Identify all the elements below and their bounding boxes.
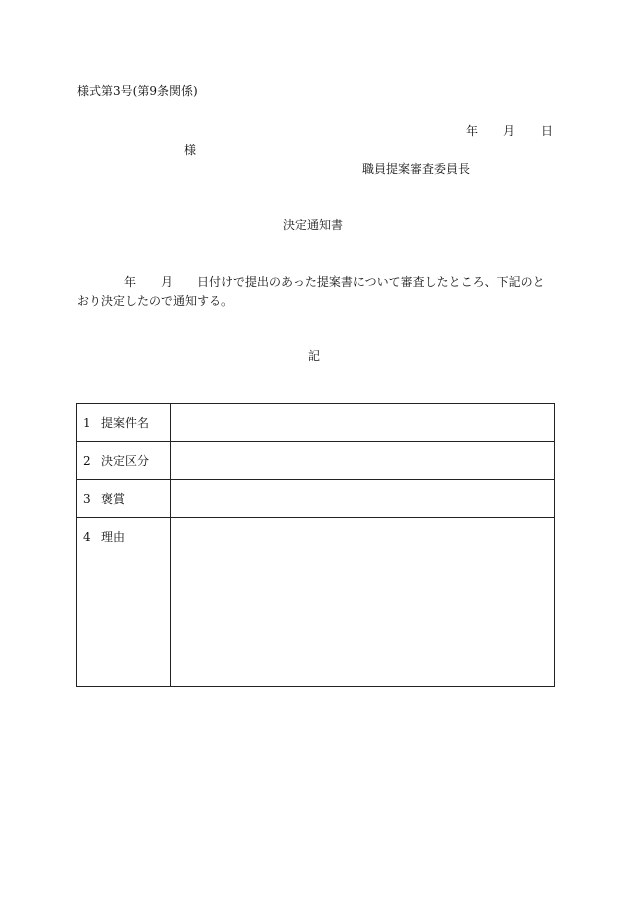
row-label-text: 提案件名 bbox=[101, 416, 150, 430]
sender-title: 職員提案審査委員長 bbox=[362, 162, 471, 176]
body-month: 月 bbox=[161, 275, 174, 289]
award-value bbox=[171, 480, 555, 518]
addressee: 様 bbox=[184, 143, 197, 157]
body-text: 日付けで提出のあった提案書について審査したところ、下記のとおり決定したので通知する。 bbox=[77, 275, 545, 308]
proposal-title-value bbox=[171, 404, 555, 442]
date-day: 日 bbox=[541, 124, 554, 138]
table-row bbox=[77, 480, 555, 518]
decision-category-value bbox=[171, 442, 555, 480]
row-number: 2 bbox=[83, 454, 91, 468]
row-label-text: 決定区分 bbox=[101, 454, 150, 468]
row-label bbox=[77, 404, 171, 442]
decision-table bbox=[76, 403, 555, 687]
reason-value bbox=[171, 518, 555, 687]
row-label bbox=[77, 480, 171, 518]
form-number: 様式第3号(第9条関係) bbox=[77, 84, 198, 98]
row-label bbox=[77, 518, 171, 687]
table-row bbox=[77, 518, 555, 687]
row-number: 1 bbox=[83, 416, 91, 430]
table-row bbox=[77, 442, 555, 480]
table-row bbox=[77, 404, 555, 442]
date-line bbox=[466, 124, 553, 138]
date-month: 月 bbox=[503, 124, 516, 138]
row-label-text: 褒賞 bbox=[101, 492, 126, 506]
row-label-text: 理由 bbox=[101, 530, 126, 544]
row-number: 3 bbox=[83, 492, 91, 506]
row-number: 4 bbox=[83, 530, 91, 544]
date-year: 年 bbox=[466, 124, 479, 138]
row-label bbox=[77, 442, 171, 480]
page-title: 決定通知書 bbox=[283, 218, 344, 232]
body-year: 年 bbox=[124, 275, 137, 289]
ki-heading: 記 bbox=[308, 349, 321, 363]
body-paragraph bbox=[77, 273, 555, 311]
